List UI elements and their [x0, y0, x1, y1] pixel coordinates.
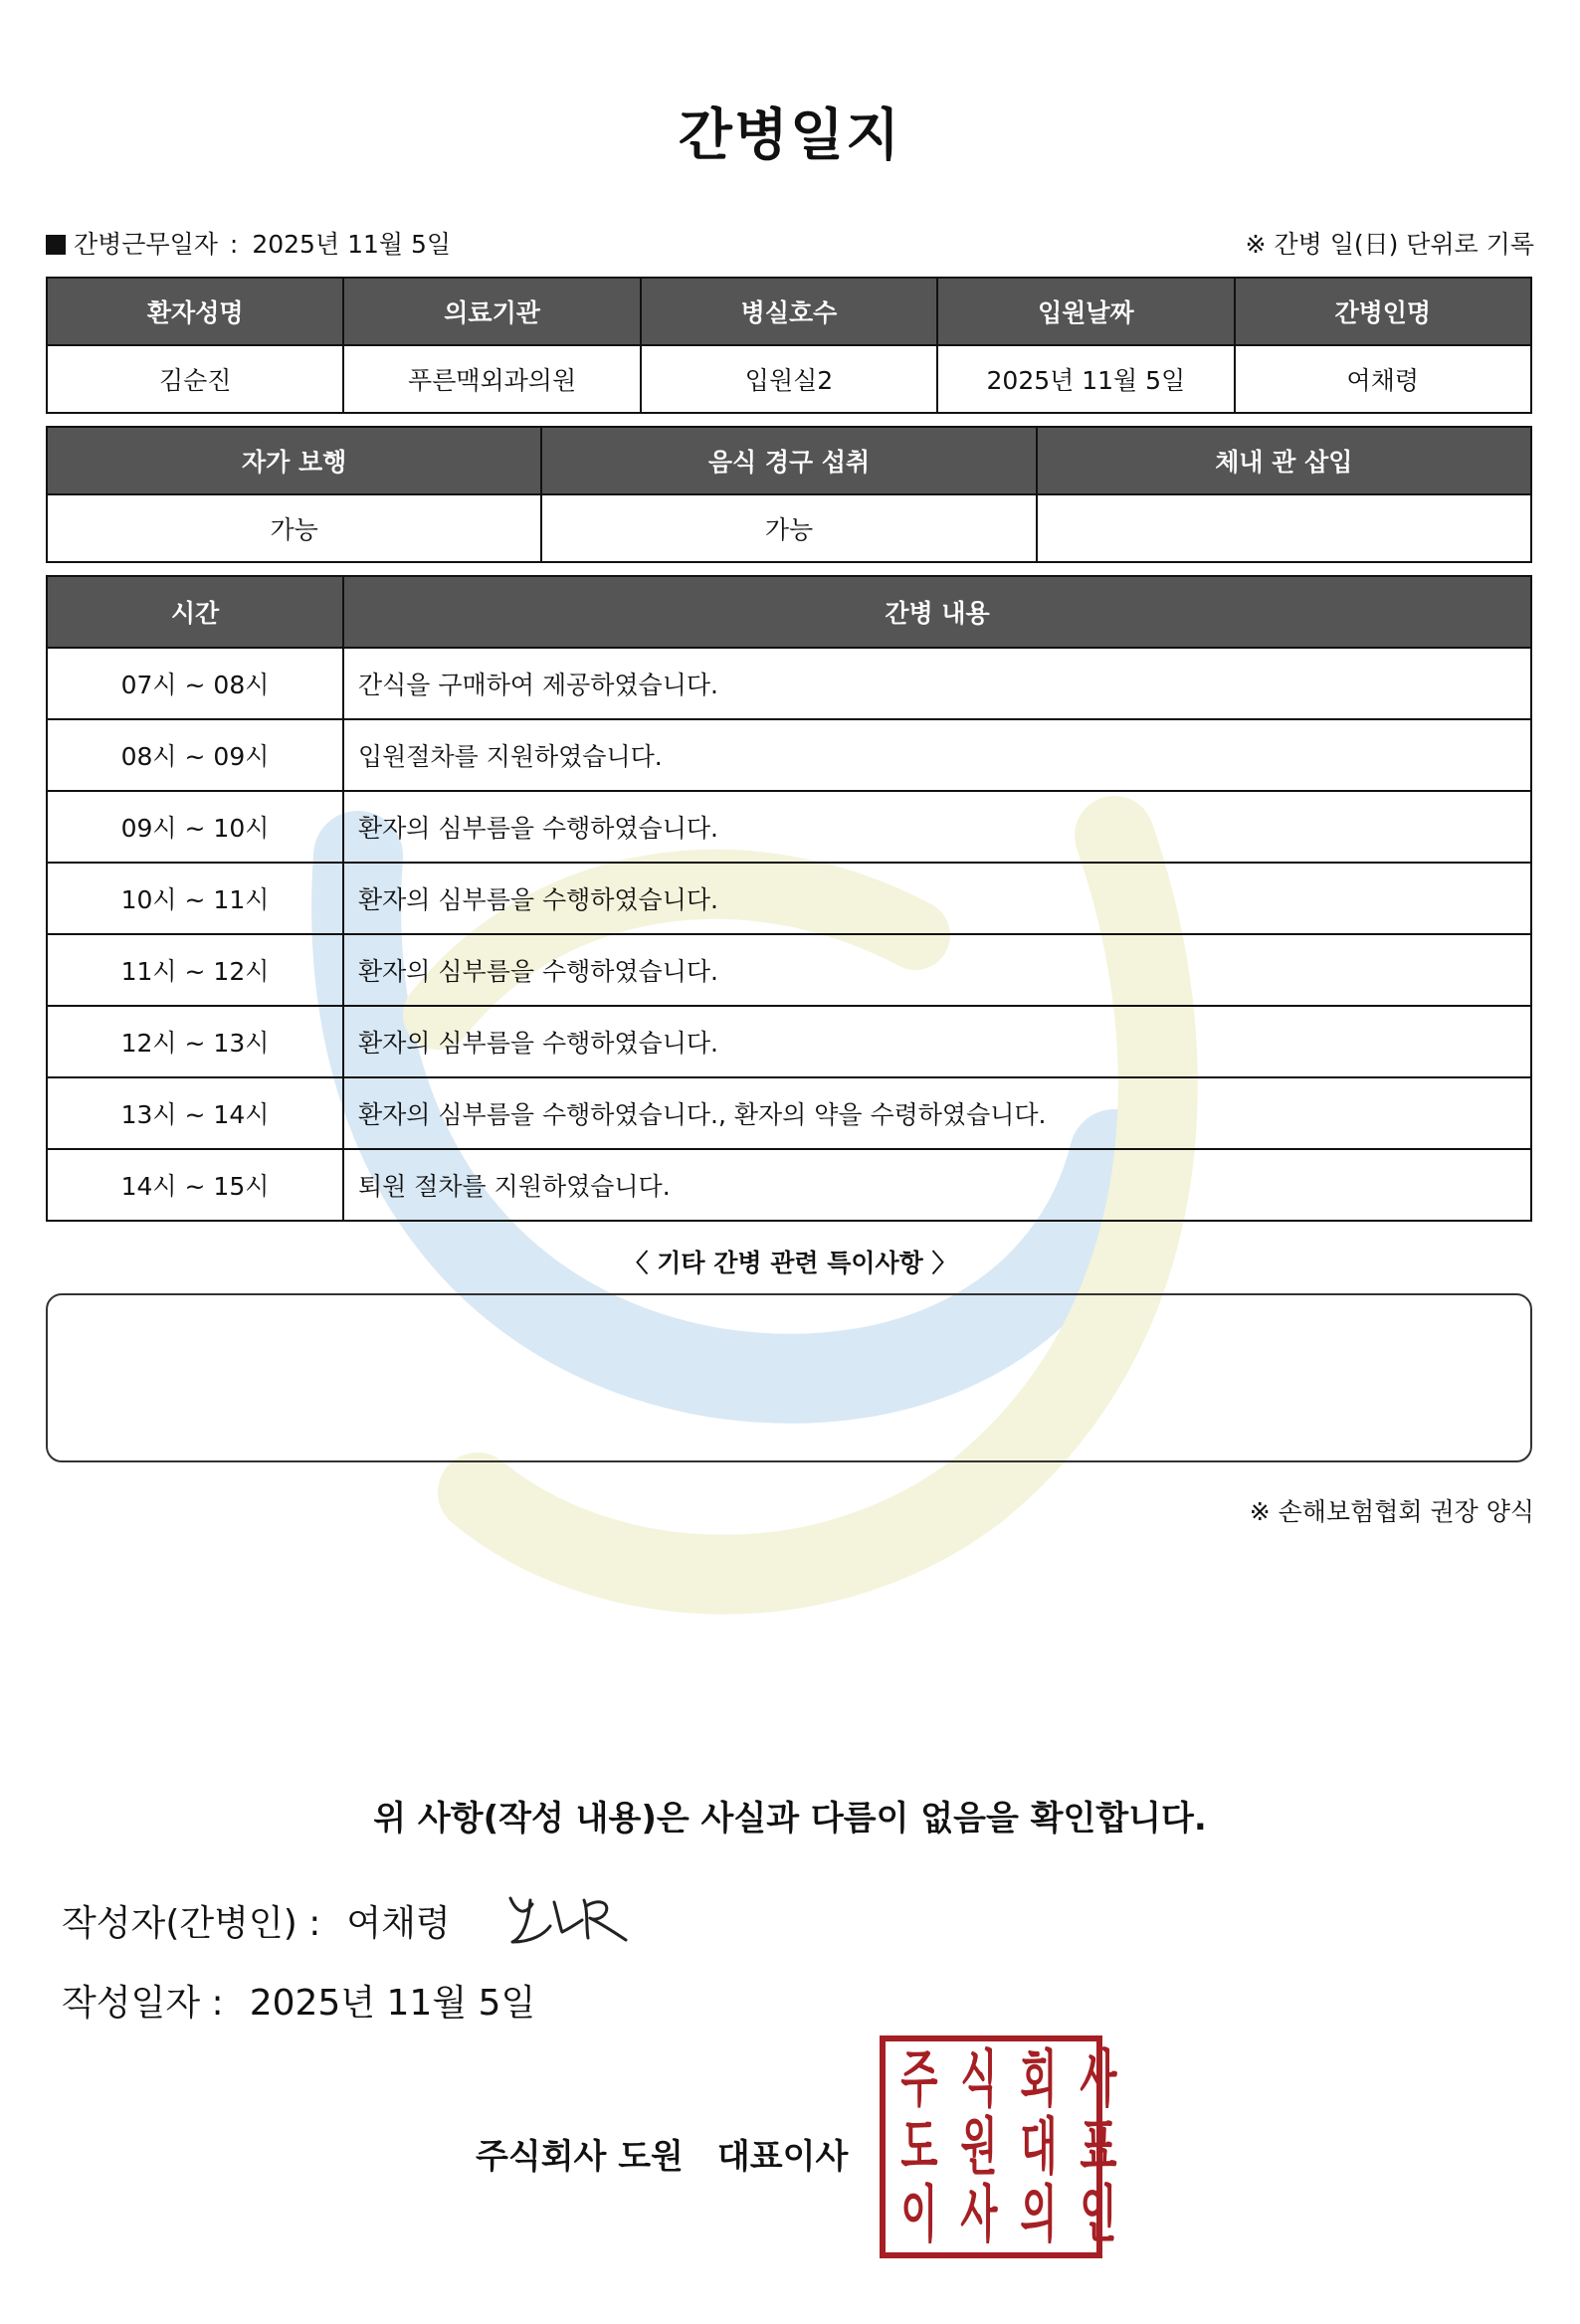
hospital-name: 푸른맥외과의원: [343, 345, 640, 413]
company-line: [476, 2129, 848, 2178]
written-date-value: 2025년 11월 5일: [249, 1983, 536, 2024]
log-content: 환자의 심부름을 수행하였습니다.: [343, 1006, 1531, 1077]
patient-info-table: [46, 277, 1532, 414]
table-row: [47, 934, 1531, 1006]
header-oral-intake: 음식 경구 섭취: [541, 427, 1036, 494]
header-caregiver-name: 간병인명: [1235, 278, 1531, 345]
remarks-title: 〈 기타 간병 관련 특이사항 〉: [623, 1249, 957, 1277]
document-title: 간병일지: [678, 103, 902, 168]
seal-char: 대: [1020, 2110, 1058, 2183]
header-room: 병실호수: [641, 278, 937, 345]
seal-char: 주: [900, 2042, 938, 2115]
caregiver-name: 여채령: [1235, 345, 1531, 413]
table-row: [47, 791, 1531, 863]
log-time: 14시 ~ 15시: [47, 1149, 343, 1221]
company-ceo-title: 대표이사: [716, 2137, 849, 2177]
self-walking-value: 가능: [47, 494, 541, 562]
table-row: [47, 1006, 1531, 1077]
header-patient-name: 환자성명: [47, 278, 343, 345]
header-care-content: 간병 내용: [343, 576, 1531, 648]
header-tube-insertion: 체내 관 삽입: [1037, 427, 1531, 494]
writer-line: [62, 1895, 451, 1946]
seal-char: 식: [960, 2042, 998, 2115]
table-row: [47, 1149, 1531, 1221]
company-seal-stamp: [880, 2035, 1117, 2258]
written-date-line: [62, 1975, 535, 2026]
work-date: [46, 225, 451, 261]
log-content: 환자의 심부름을 수행하였습니다.: [343, 934, 1531, 1006]
care-log-table: [46, 575, 1532, 1222]
log-content: 입원절차를 지원하였습니다.: [343, 719, 1531, 791]
record-unit-note: ※ 간병 일(日) 단위로 기록: [1245, 230, 1534, 259]
seal-char: 이: [900, 2178, 938, 2250]
table-row: [47, 648, 1531, 719]
log-time: 11시 ~ 12시: [47, 934, 343, 1006]
confirmation-statement: 위 사항(작성 내용)은 사실과 다름이 없음을 확인합니다.: [373, 1799, 1207, 1839]
seal-char: 회: [1020, 2042, 1058, 2115]
header-time: 시간: [47, 576, 343, 648]
writer-name: 여채령: [346, 1903, 451, 1944]
company-name: 주식회사 도원: [476, 2137, 684, 2177]
patient-name: 김순진: [47, 345, 343, 413]
header-admission-date: 입원날짜: [937, 278, 1234, 345]
writer-label: 작성자(간병인) :: [62, 1903, 321, 1944]
form-footnote: ※ 손해보험협회 권장 양식: [1249, 1497, 1534, 1526]
log-content: 간식을 구매하여 제공하였습니다.: [343, 648, 1531, 719]
seal-char: 표: [1080, 2110, 1117, 2183]
header-self-walking: 자가 보행: [47, 427, 541, 494]
patient-status-table: [46, 426, 1532, 563]
seal-char: 의: [1020, 2178, 1058, 2250]
oral-intake-value: 가능: [541, 494, 1036, 562]
seal-char: 사: [960, 2178, 998, 2250]
seal-char: 원: [960, 2110, 998, 2183]
admission-date: 2025년 11월 5일: [937, 345, 1234, 413]
log-content: 환자의 심부름을 수행하였습니다.: [343, 791, 1531, 863]
log-content: 퇴원 절차를 지원하였습니다.: [343, 1149, 1531, 1221]
header-hospital: 의료기관: [343, 278, 640, 345]
log-time: 08시 ~ 09시: [47, 719, 343, 791]
tube-insertion-value: [1037, 494, 1531, 562]
log-time: 07시 ~ 08시: [47, 648, 343, 719]
log-time: 12시 ~ 13시: [47, 1006, 343, 1077]
log-content: 환자의 심부름을 수행하였습니다., 환자의 약을 수령하였습니다.: [343, 1077, 1531, 1149]
room-number: 입원실2: [641, 345, 937, 413]
work-date-colon: :: [229, 230, 239, 259]
seal-char: 인: [1080, 2178, 1117, 2250]
table-row: [47, 863, 1531, 934]
log-content: 환자의 심부름을 수행하였습니다.: [343, 863, 1531, 934]
remarks-box: [46, 1293, 1532, 1462]
seal-characters: [889, 2042, 1117, 2250]
table-row: [47, 1077, 1531, 1149]
log-time: 13시 ~ 14시: [47, 1077, 343, 1149]
handwritten-signature: [502, 1880, 632, 1950]
table-row: [47, 719, 1531, 791]
log-time: 10시 ~ 11시: [47, 863, 343, 934]
written-date-label: 작성일자 :: [62, 1983, 224, 2024]
work-date-value: 2025년 11월 5일: [252, 230, 452, 259]
work-date-label: 간병근무일자: [74, 230, 218, 259]
log-time: 09시 ~ 10시: [47, 791, 343, 863]
seal-char: 사: [1080, 2042, 1117, 2115]
square-bullet-icon: [46, 235, 66, 255]
seal-char: 도: [900, 2110, 938, 2183]
